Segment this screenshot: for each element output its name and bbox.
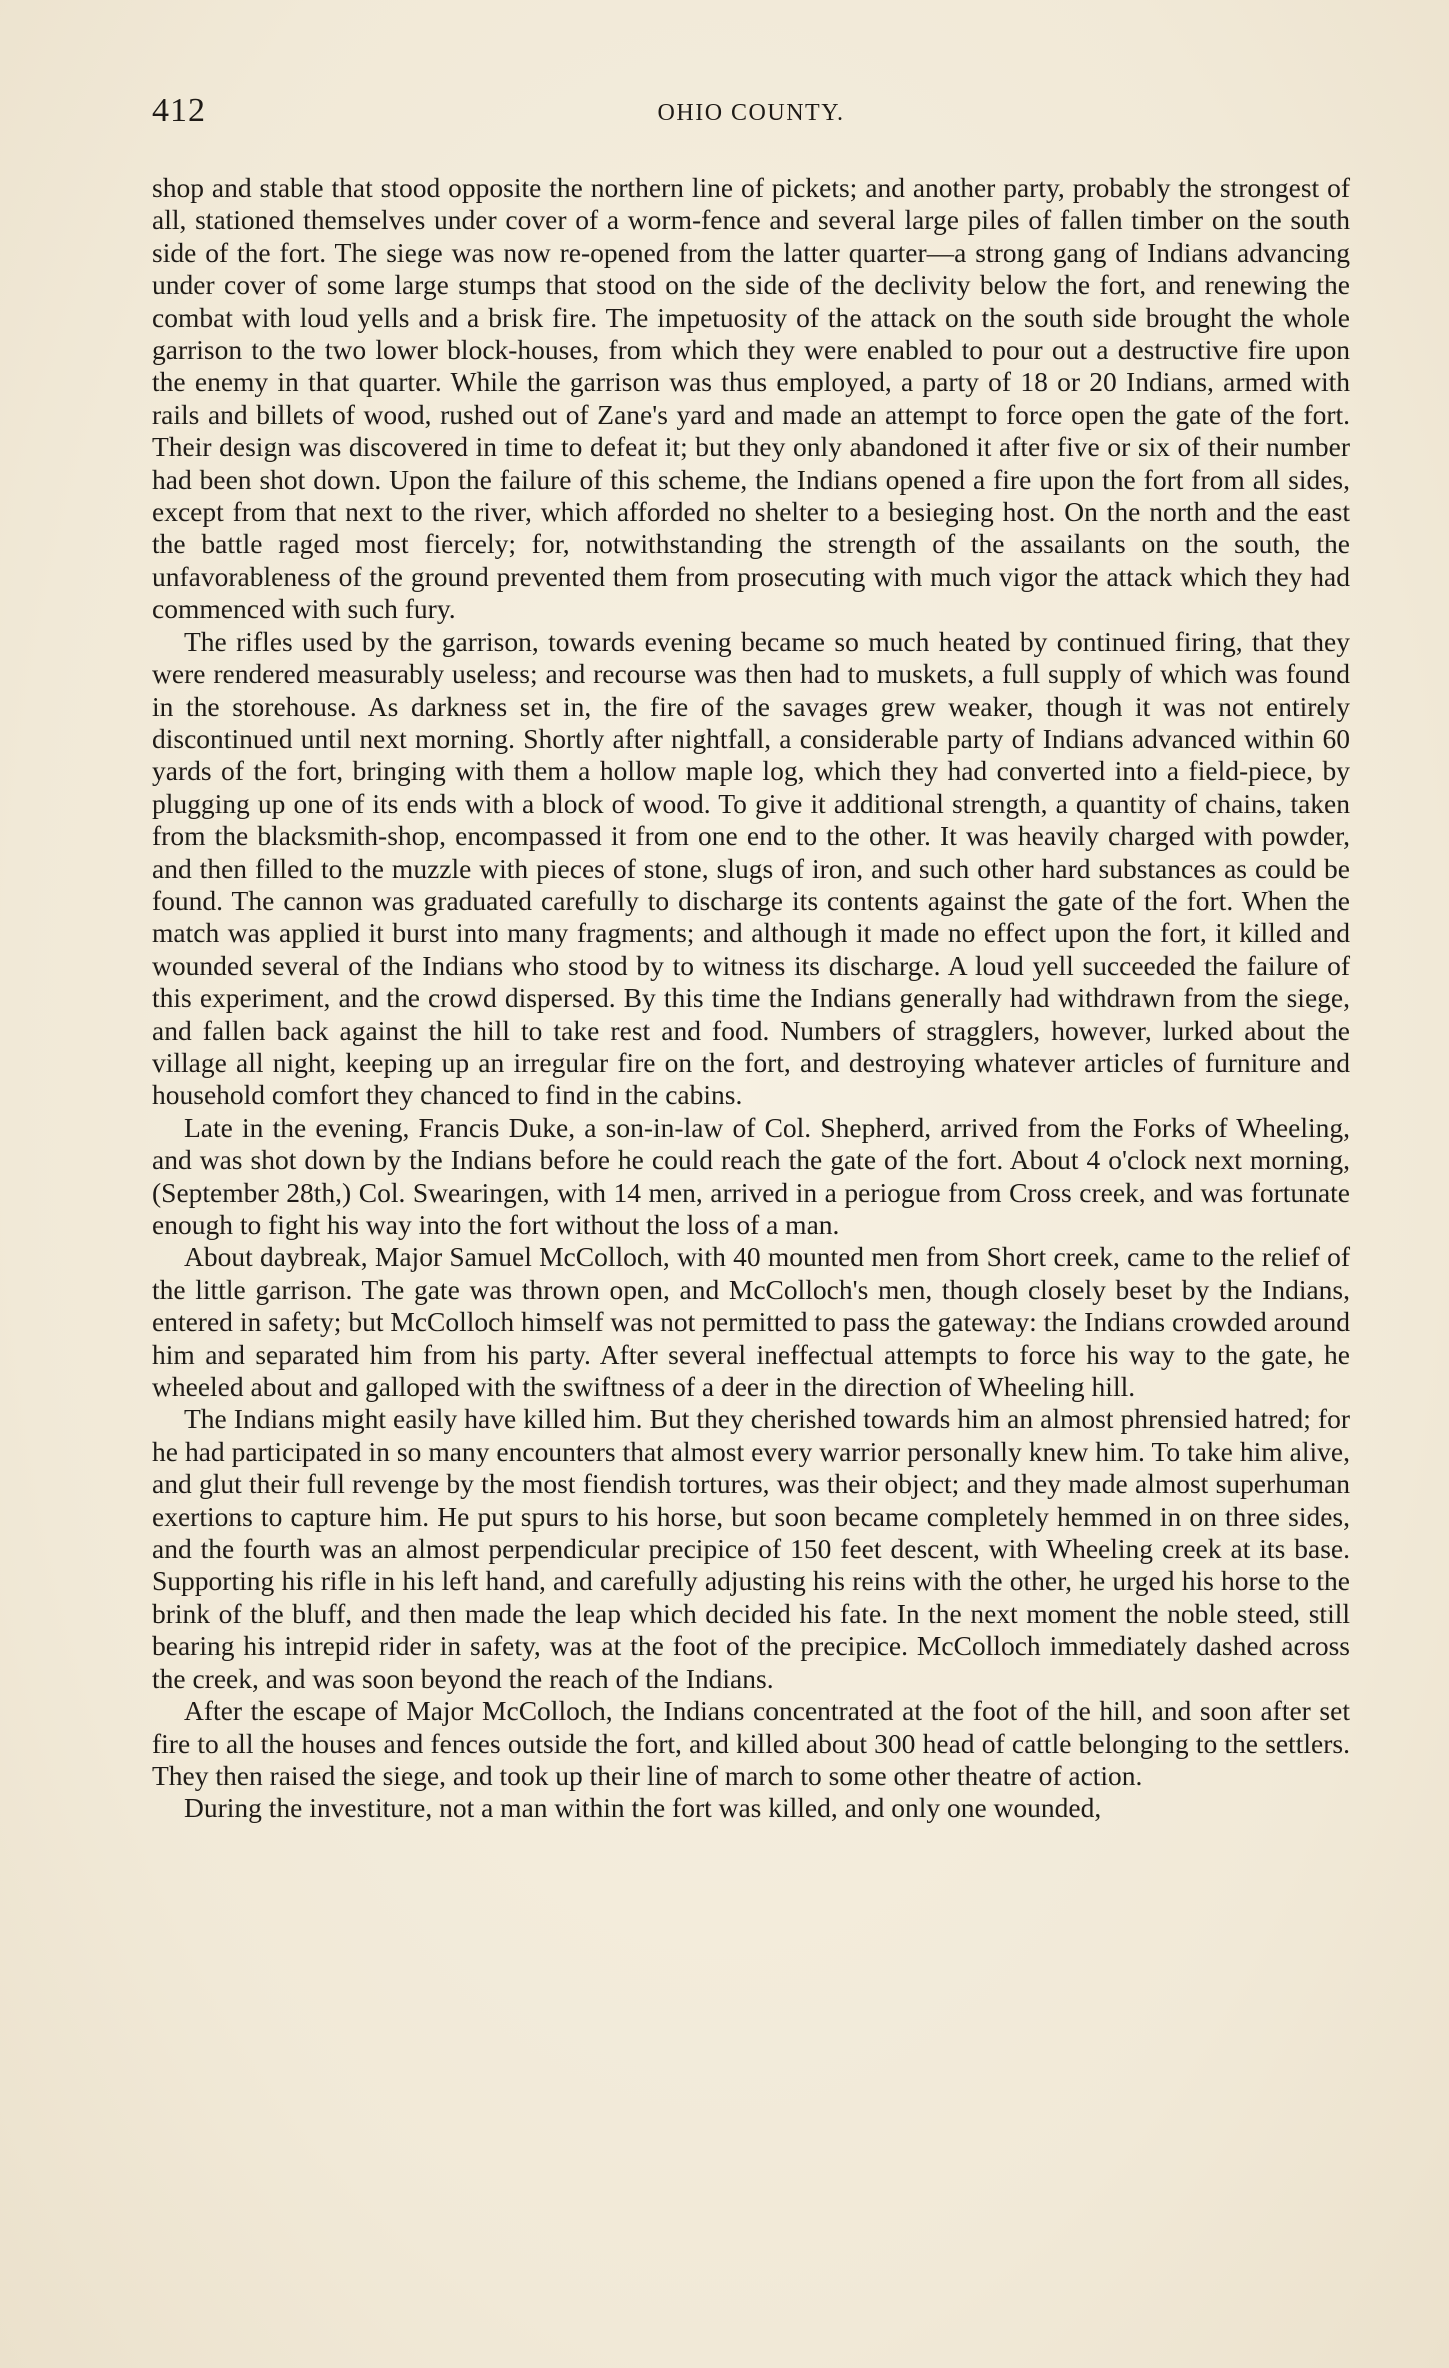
paragraph: The rifles used by the garrison, towards evening became so much heated by continued firing, that they were rendered measurably useless; and recourse was then had to muskets, a full supply of which was found in the storehouse. As darkness set in, the fire of the savages grew weaker, though it was not entirely discontinued until next morning. Shortly after nightfall, a considerable party of Indians advanced within 60 yards of the fort, bringing with them a hollow maple log, which they had converted into a field-piece, by plugging up one of its ends with a block of wood. To give it additional strength, a quantity of chains, taken from the blacksmith-shop, encompassed it from one end to the other. It was heavily charged with powder, and then filled to the muzzle with pieces of stone, slugs of iron, and such other hard substances as could be found. The cannon was graduated carefully to discharge its contents against the gate of the fort. When the match was applied it burst into many fragments; and although it made no effect upon the fort, it killed and wounded several of the Indians who stood by to witness its discharge. A loud yell succeeded the failure of this experiment, and the crowd dispersed. By this time the Indians generally had withdrawn from the siege, and fallen back against the hill to take rest and food. Numbers of stragglers, however, lurked about the village all night, keeping up an irregular fire on the fort, and destroying whatever articles of furniture and household comfort they chanced to find in the cabins.	[152, 625, 1350, 1111]
page-number: 412	[152, 92, 206, 129]
body-text	[152, 172, 1350, 1825]
paragraph: After the escape of Major McColloch, the Indians concentrated at the foot of the hill, and soon after set fire to all the houses and fences outside the fort, and killed about 300 head of cattle belonging to the settlers. They then raised the siege, and took up their line of march to some other theatre of action.	[152, 1695, 1350, 1791]
paragraph-continued: shop and stable that stood opposite the northern line of pickets; and another party, probably the strongest of all, stationed themselves under cover of a worm-fence and several large piles of fallen timber on the south side of the fort. The siege was now re-opened from the latter quarter—a strong gang of Indians advancing under cover of some large stumps that stood on the side of the declivity below the fort, and renewing the combat with loud yells and a brisk fire. The impetuosity of the attack on the south side brought the whole garrison to the two lower block-houses, from which they were enabled to pour out a destructive fire upon the enemy in that quarter. While the garrison was thus employed, a party of 18 or 20 Indians, armed with rails and billets of wood, rushed out of Zane's yard and made an attempt to force open the gate of the fort. Their design was discovered in time to defeat it; but they only abandoned it after five or six of their number had been shot down. Upon the failure of this scheme, the Indians opened a fire upon the fort from all sides, except from that next to the river, which afforded no shelter to a besieging host. On the north and the east the battle raged most fiercely; for, notwithstanding the strength of the assailants on the south, the unfavorableness of the ground prevented them from prosecuting with much vigor the attack which they had commenced with such fury.	[152, 172, 1350, 625]
paragraph: During the investiture, not a man within the fort was killed, and only one wounded,	[184, 1792, 1102, 1824]
paragraph: The Indians might easily have killed him. But they cherished towards him an almost phrensied hatred; for he had participated in so many encounters that almost every warrior personally knew him. To take him alive, and glut their full revenge by the most fiendish tortures, was their object; and they made almost superhuman exertions to capture him. He put spurs to his horse, but soon became completely hemmed in on three sides, and the fourth was an almost perpendicular precipice of 150 feet descent, with Wheeling creek at its base. Supporting his rifle in his left hand, and carefully adjusting his reins with the other, he urged his horse to the brink of the bluff, and then made the leap which decided his fate. In the next moment the noble steed, still bearing his intrepid rider in safety, was at the foot of the precipice. McColloch immediately dashed across the creek, and was soon beyond the reach of the Indians.	[152, 1403, 1350, 1694]
paragraph: About daybreak, Major Samuel McColloch, with 40 mounted men from Short creek, came to the relief of the little garrison. The gate was thrown open, and McColloch's men, though closely beset by the Indians, entered in safety; but McColloch himself was not permitted to pass the gateway: the Indians crowded around him and separated him from his party. After several ineffectual attempts to force his way to the gate, he wheeled about and galloped with the swiftness of a deer in the direction of Wheeling hill.	[152, 1241, 1350, 1403]
running-head: OHIO COUNTY.	[657, 100, 845, 126]
page-header	[152, 92, 1350, 136]
paragraph: Late in the evening, Francis Duke, a son-in-law of Col. Shepherd, arrived from the Forks of Wheeling, and was shot down by the Indians before he could reach the gate of the fort. About 4 o'clock next morning, (September 28th,) Col. Swearingen, with 14 men, arrived in a periogue from Cross creek, and was fortunate enough to fight his way into the fort without the loss of a man.	[152, 1111, 1350, 1240]
